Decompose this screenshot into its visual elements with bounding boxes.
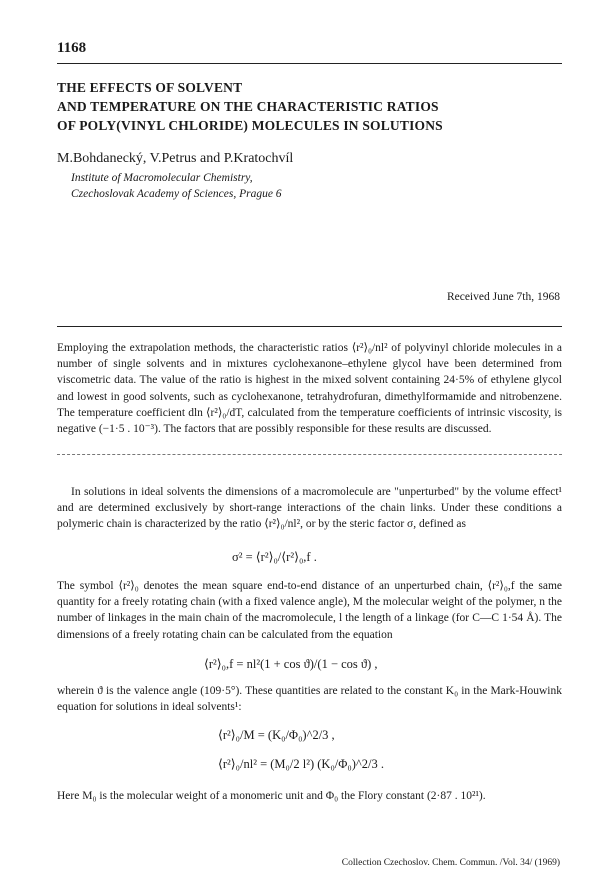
paragraph-symbols: The symbol ⟨r²⟩₀ denotes the mean square end-to-end distance of an unperturbed chain, ⟨r²⟩₀,f the same quantity for a freely rotating chain (with a fixed valence angle), M the molecular weight of the polymer, n the number of linkages in the main chain of the macromolecule, l the length of a linkage (for C—C 1·54 Å). The dimensions of a freely rotating chain can be calculated from the equation bbox=[57, 580, 562, 641]
abstract: Employing the extrapolation methods, the characteristic ratios ⟨r²⟩₀/nl² of polyvinyl chloride molecules in a number of single solvents and in mixtures cyclohexanone–ethylene glycol have been determined from viscometric data. The value of the ratio is highest in the mixed solvent containing 24·5% of ethylene glycol and lowest in good solvents, such as cyclohexanone, tetrahydrofuran, dimethylformamide and nitrobenzene. The temperature coefficient dln ⟨r²⟩₀/dT, calculated from the temperature coefficients of intrinsic viscosity, is negative (−1·5 . 10⁻³). The factors that are possibly responsible for these results are discussed. bbox=[57, 342, 562, 436]
equation-freely-rotating: ⟨r²⟩₀,f = nl²(1 + cos ϑ)/(1 − cos ϑ) , bbox=[204, 657, 378, 671]
affiliation bbox=[71, 170, 282, 202]
page-number: 1168 bbox=[57, 40, 87, 56]
equation-ratio-nl: ⟨r²⟩₀/nl² = (M₀/2 l²) (K₀/Φ₀)^2/3 . bbox=[218, 757, 385, 771]
abstract-divider bbox=[57, 454, 562, 455]
article-title bbox=[57, 78, 562, 135]
header-rule bbox=[57, 63, 562, 64]
received-date: Received June 7th, 1968 bbox=[446, 291, 560, 303]
authors: M.Bohdanecký, V.Petrus and P.Kratochvíl bbox=[57, 151, 294, 166]
paragraph-relation: wherein ϑ is the valence angle (109·5°). These quantities are related to the constant K₀ in the Mark-Houwink equation for solutions in ideal solvents¹: bbox=[57, 685, 562, 714]
title-line: AND TEMPERATURE ON THE CHARACTERISTIC RATIOS bbox=[57, 99, 439, 114]
title-line: OF POLY(VINYL CHLORIDE) MOLECULES IN SOLUTIONS bbox=[57, 118, 443, 133]
paragraph-intro: In solutions in ideal solvents the dimensions of a macromolecule are "unperturbed" by the volume effect¹ and are determined exclusively by short-range interactions of the chain links. Under these conditions a polymeric chain is characterized by the ratio ⟨r²⟩₀/nl², or by the steric factor σ, defined as bbox=[57, 486, 562, 531]
paragraph-flory: Here M₀ is the molecular weight of a monomeric unit and Φ₀ the Flory constant (2·87 . 10²¹). bbox=[57, 790, 486, 802]
affiliation-line: Czechoslovak Academy of Sciences, Prague 6 bbox=[71, 188, 282, 200]
equation-ratio-m: ⟨r²⟩₀/M = (K₀/Φ₀)^2/3 , bbox=[218, 728, 335, 742]
journal-footer: Collection Czechoslov. Chem. Commun. /Vol. 34/ (1969) bbox=[341, 858, 560, 868]
title-line: THE EFFECTS OF SOLVENT bbox=[57, 80, 243, 95]
abstract-top-rule bbox=[57, 326, 562, 327]
affiliation-line: Institute of Macromolecular Chemistry, bbox=[71, 172, 253, 184]
equation-sigma: σ² = ⟨r²⟩₀/⟨r²⟩₀,f . bbox=[232, 550, 317, 564]
